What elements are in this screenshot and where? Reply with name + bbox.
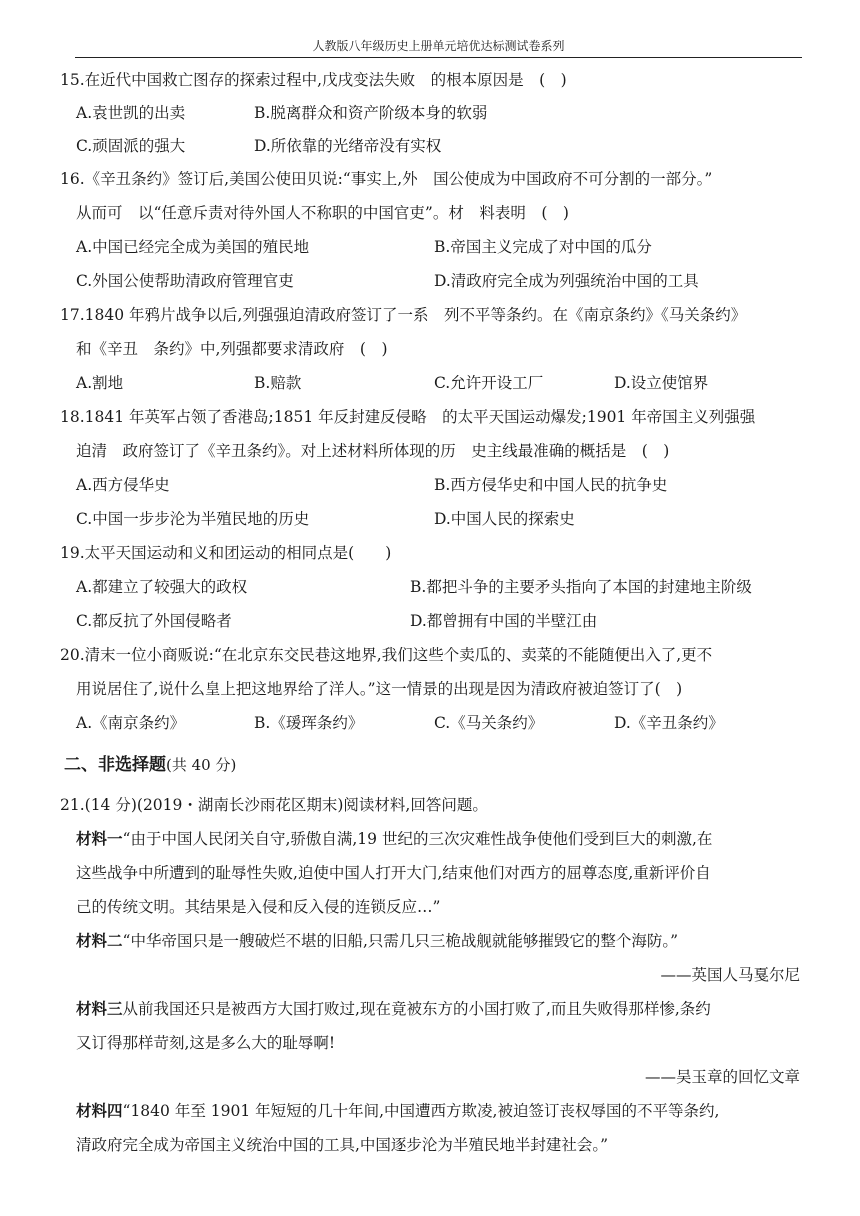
q16-option-c: C.外国公使帮助清政府管理官吏 [76,272,294,290]
q19-option-a: A.都建立了较强大的政权 [76,578,248,596]
q17-option-d: D.设立使馆界 [614,374,709,392]
question-20-stem-line2: 用说居住了,说什么皇上把这地界给了洋人。”这一情景的出现是因为清政府被迫签订了( ) [76,680,683,698]
material-1-label: 材料一 [76,830,123,848]
q16-option-a: A.中国已经完全成为美国的殖民地 [76,238,310,256]
material-2-source: ——英国人马戛尔尼 [660,966,800,984]
material-4-text-line1: “1840 年至 1901 年短短的几十年间,中国遭西方欺凌,被迫签订丧权辱国的不平等条约, [122,1102,720,1120]
q15-option-b: B.脱离群众和资产阶级本身的软弱 [254,104,488,122]
q17-option-c: C.允许开设工厂 [434,374,544,392]
material-3-line1 [76,999,711,1019]
q18-option-d: D.中国人民的探索史 [434,510,575,528]
q16-option-b: B.帝国主义完成了对中国的瓜分 [434,238,652,256]
material-2-text: “中华帝国只是一艘破烂不堪的旧船,只需几只三桅战舰就能够摧毁它的整个海防。” [122,932,679,950]
question-18-stem-line2: 迫清 政府签订了《辛丑条约》。对上述材料所体现的历 史主线最准确的概括是 ( ) [76,442,670,460]
q15-option-d: D.所依靠的光绪帝没有实权 [254,137,442,155]
q17-option-b: B.赔款 [254,374,302,392]
q17-option-a: A.割地 [76,374,124,392]
q19-option-c: C.都反抗了外国侵略者 [76,612,232,630]
material-3-line2: 又订得那样苛刻,这是多么大的耻辱啊! [76,1034,336,1052]
material-4-label: 材料四 [76,1102,123,1120]
question-17-stem-line1: 17.1840 年鸦片战争以后,列强强迫清政府签订了一系 列不平等条约。在《南京条约》《马关条约》 [60,306,747,324]
material-1-text-line1: “由于中国人民闭关自守,骄傲自满,19 世纪的三次灾难性战争使他们受到巨大的刺激,在 [122,830,713,848]
question-19-stem: 19.太平天国运动和义和团运动的相同点是( ) [60,544,392,562]
q16-option-d: D.清政府完全成为列强统治中国的工具 [434,272,699,290]
material-1-line3: 己的传统文明。其结果是入侵和反入侵的连锁反应…” [76,898,441,916]
material-2-label: 材料二 [76,932,123,950]
question-20-stem-line1: 20.清末一位小商贩说:“在北京东交民巷这地界,我们这些个卖瓜的、卖菜的不能随便出入了,更不 [60,646,713,664]
q18-option-b: B.西方侵华史和中国人民的抗争史 [434,476,668,494]
question-16-stem-line1: 16.《辛丑条约》签订后,美国公使田贝说:“事实上,外 国公使成为中国政府不可分割的一部分。” [60,170,713,188]
material-4-line1 [76,1101,719,1121]
section-2-heading: 二、非选择题 [64,755,166,775]
material-3-source: ——吴玉章的回忆文章 [644,1068,800,1086]
material-1-line2: 这些战争中所遭到的耻辱性失败,迫使中国人打开大门,结束他们对西方的屈尊态度,重新评价自 [76,864,711,882]
q18-option-c: C.中国一步步沦为半殖民地的历史 [76,510,310,528]
q15-option-c: C.顽固派的强大 [76,137,186,155]
q20-option-a: A.《南京条约》 [76,714,186,732]
question-15-stem: 15.在近代中国救亡图存的探索过程中,戊戌变法失败 的根本原因是 ( ) [60,71,567,89]
q15-option-a: A.袁世凯的出卖 [76,104,186,122]
material-1-line1 [76,829,712,849]
q19-option-d: D.都曾拥有中国的半壁江由 [410,612,598,630]
q20-option-b: B.《瑗珲条约》 [254,714,364,732]
question-18-stem-line1: 18.1841 年英军占领了香港岛;1851 年反封建反侵略 的太平天国运动爆发;1901 年帝国主义列强强 [60,408,756,426]
material-3-label: 材料三 [76,1000,123,1018]
question-16-stem-line2: 从而可 以“任意斥责对待外国人不称职的中国官吏”。材 料表明 ( ) [76,204,569,222]
q20-option-c: C.《马关条约》 [434,714,544,732]
material-2 [76,931,678,951]
q18-option-a: A.西方侵华史 [76,476,170,494]
q20-option-d: D.《辛丑条约》 [614,714,724,732]
material-4-line2: 清政府完全成为帝国主义统治中国的工具,中国逐步沦为半殖民地半封建社会。” [76,1136,609,1154]
section-2-title [64,750,236,775]
section-2-points: (共 40 分) [166,756,237,774]
question-21-stem: 21.(14 分)(2019・湖南长沙雨花区期末)阅读材料,回答问题。 [60,796,488,814]
page-header: 人教版八年级历史上册单元培优达标测试卷系列 [75,38,802,58]
q19-option-b: B.都把斗争的主要矛头指向了本国的封建地主阶级 [410,578,752,596]
question-17-stem-line2: 和《辛丑 条约》中,列强都要求清政府 ( ) [76,340,388,358]
material-3-text-line1: 从前我国还只是被西方大国打败过,现在竟被东方的小国打败了,而且失败得那样惨,条约 [122,1000,711,1018]
